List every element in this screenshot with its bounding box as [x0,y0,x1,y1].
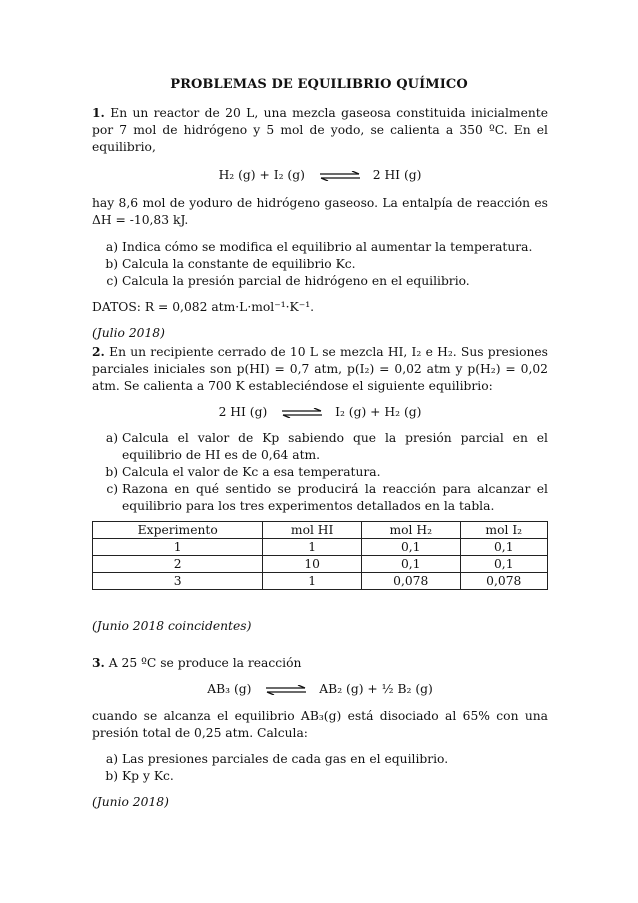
problem-3-source: (Junio 2018) [92,795,169,809]
equilibrium-arrow-icon [319,171,361,181]
problem-3 [92,654,548,811]
problem-3-items [92,751,548,785]
table-cell: 0,1 [460,556,547,573]
table-row [93,573,548,590]
equation-right: 2 HI (g) [372,168,422,182]
problem-number: 2. [92,344,105,359]
problem-2 [92,343,548,635]
table-cell: 0,1 [361,556,460,573]
equation-right: AB₂ (g) + ½ B₂ (g) [319,682,433,696]
problem-2-source: (Junio 2018 coincidentes) [92,619,252,633]
problem-3-after-eq: cuando se alcanza el equilibrio AB₃(g) está disociado al 65% con una presión total de 0,25 atm. Calcula: [92,709,548,740]
table-row [93,539,548,556]
problem-1-intro: 1. En un reactor de 20 L, una mezcla gaseosa constituida inicialmente por 7 mol de hidrógeno y 5 mol de yodo, se calienta a 350 ºC. En el equilibrio, [92,105,548,154]
problem-1-datos: DATOS: R = 0,082 atm·L·mol⁻¹·K⁻¹. [92,300,315,314]
list-item: a) Calcula el valor de Kp sabiendo que la presión parcial en el equilibrio de HI es de 0,64 atm. [105,431,548,462]
table-cell: 0,078 [361,573,460,590]
list-item: a) Indica cómo se modifica el equilibrio al aumentar la temperatura. [105,240,533,254]
equation-left: AB₃ (g) [207,682,252,696]
problem-3-equation [92,681,548,698]
table-cell: 0,1 [361,539,460,556]
table-cell: 3 [93,573,263,590]
table-header-cell: Experimento [93,522,263,539]
table-header-cell: mol HI [263,522,362,539]
problem-1-items [92,239,548,290]
problem-number: 3. [92,655,105,670]
list-item: a) Las presiones parciales de cada gas en el equilibrio. [105,752,449,766]
list-item: b) Calcula el valor de Kc a esa temperatura. [105,465,381,479]
table-cell: 2 [93,556,263,573]
problem-1-equation [92,167,548,184]
problem-2-intro: 2. En un recipiente cerrado de 10 L se mezcla HI, I₂ e H₂. Sus presiones parciales iniciales son p(HI) = 0,7 atm, p(I₂) = 0,02 atm y p(H₂) = 0,02 atm. Se calienta a 700 K estableciéndose el siguiente equilibrio: [92,344,548,393]
page-title: PROBLEMAS DE EQUILIBRIO QUÍMICO [170,77,468,92]
table-cell: 0,078 [460,573,547,590]
problem-1 [92,104,548,342]
experiments-table [92,521,548,590]
problem-2-items [92,430,548,515]
table-cell: 0,1 [460,539,547,556]
problem-number: 1. [92,105,105,120]
table-header-cell: mol I₂ [460,522,547,539]
problem-3-intro: 3. A 25 ºC se produce la reacción [92,655,302,670]
table-cell: 1 [263,573,362,590]
equilibrium-arrow-icon [281,408,323,418]
problem-1-after-eq: hay 8,6 mol de yoduro de hidrógeno gaseoso. La entalpía de reacción es ΔH = -10,83 kJ. [92,196,548,227]
list-item: c) Razona en qué sentido se producirá la reacción para alcanzar el equilibrio para los tres experimentos detallados en la tabla. [106,482,548,513]
table-cell: 1 [263,539,362,556]
table-cell: 1 [93,539,263,556]
problem-1-source: (Julio 2018) [92,326,165,340]
table-header-row [93,522,548,539]
equation-left: 2 HI (g) [218,405,268,419]
list-item: b) Kp y Kc. [105,769,174,783]
table-row [93,556,548,573]
table-header-cell: mol H₂ [361,522,460,539]
problem-2-equation [92,404,548,421]
equation-right: I₂ (g) + H₂ (g) [335,405,422,419]
list-item: b) Calcula la constante de equilibrio Kc. [105,257,356,271]
table-cell: 10 [263,556,362,573]
equation-left: H₂ (g) + I₂ (g) [218,168,305,182]
equilibrium-arrow-icon [265,685,307,695]
list-item: c) Calcula la presión parcial de hidrógeno en el equilibrio. [106,274,470,288]
